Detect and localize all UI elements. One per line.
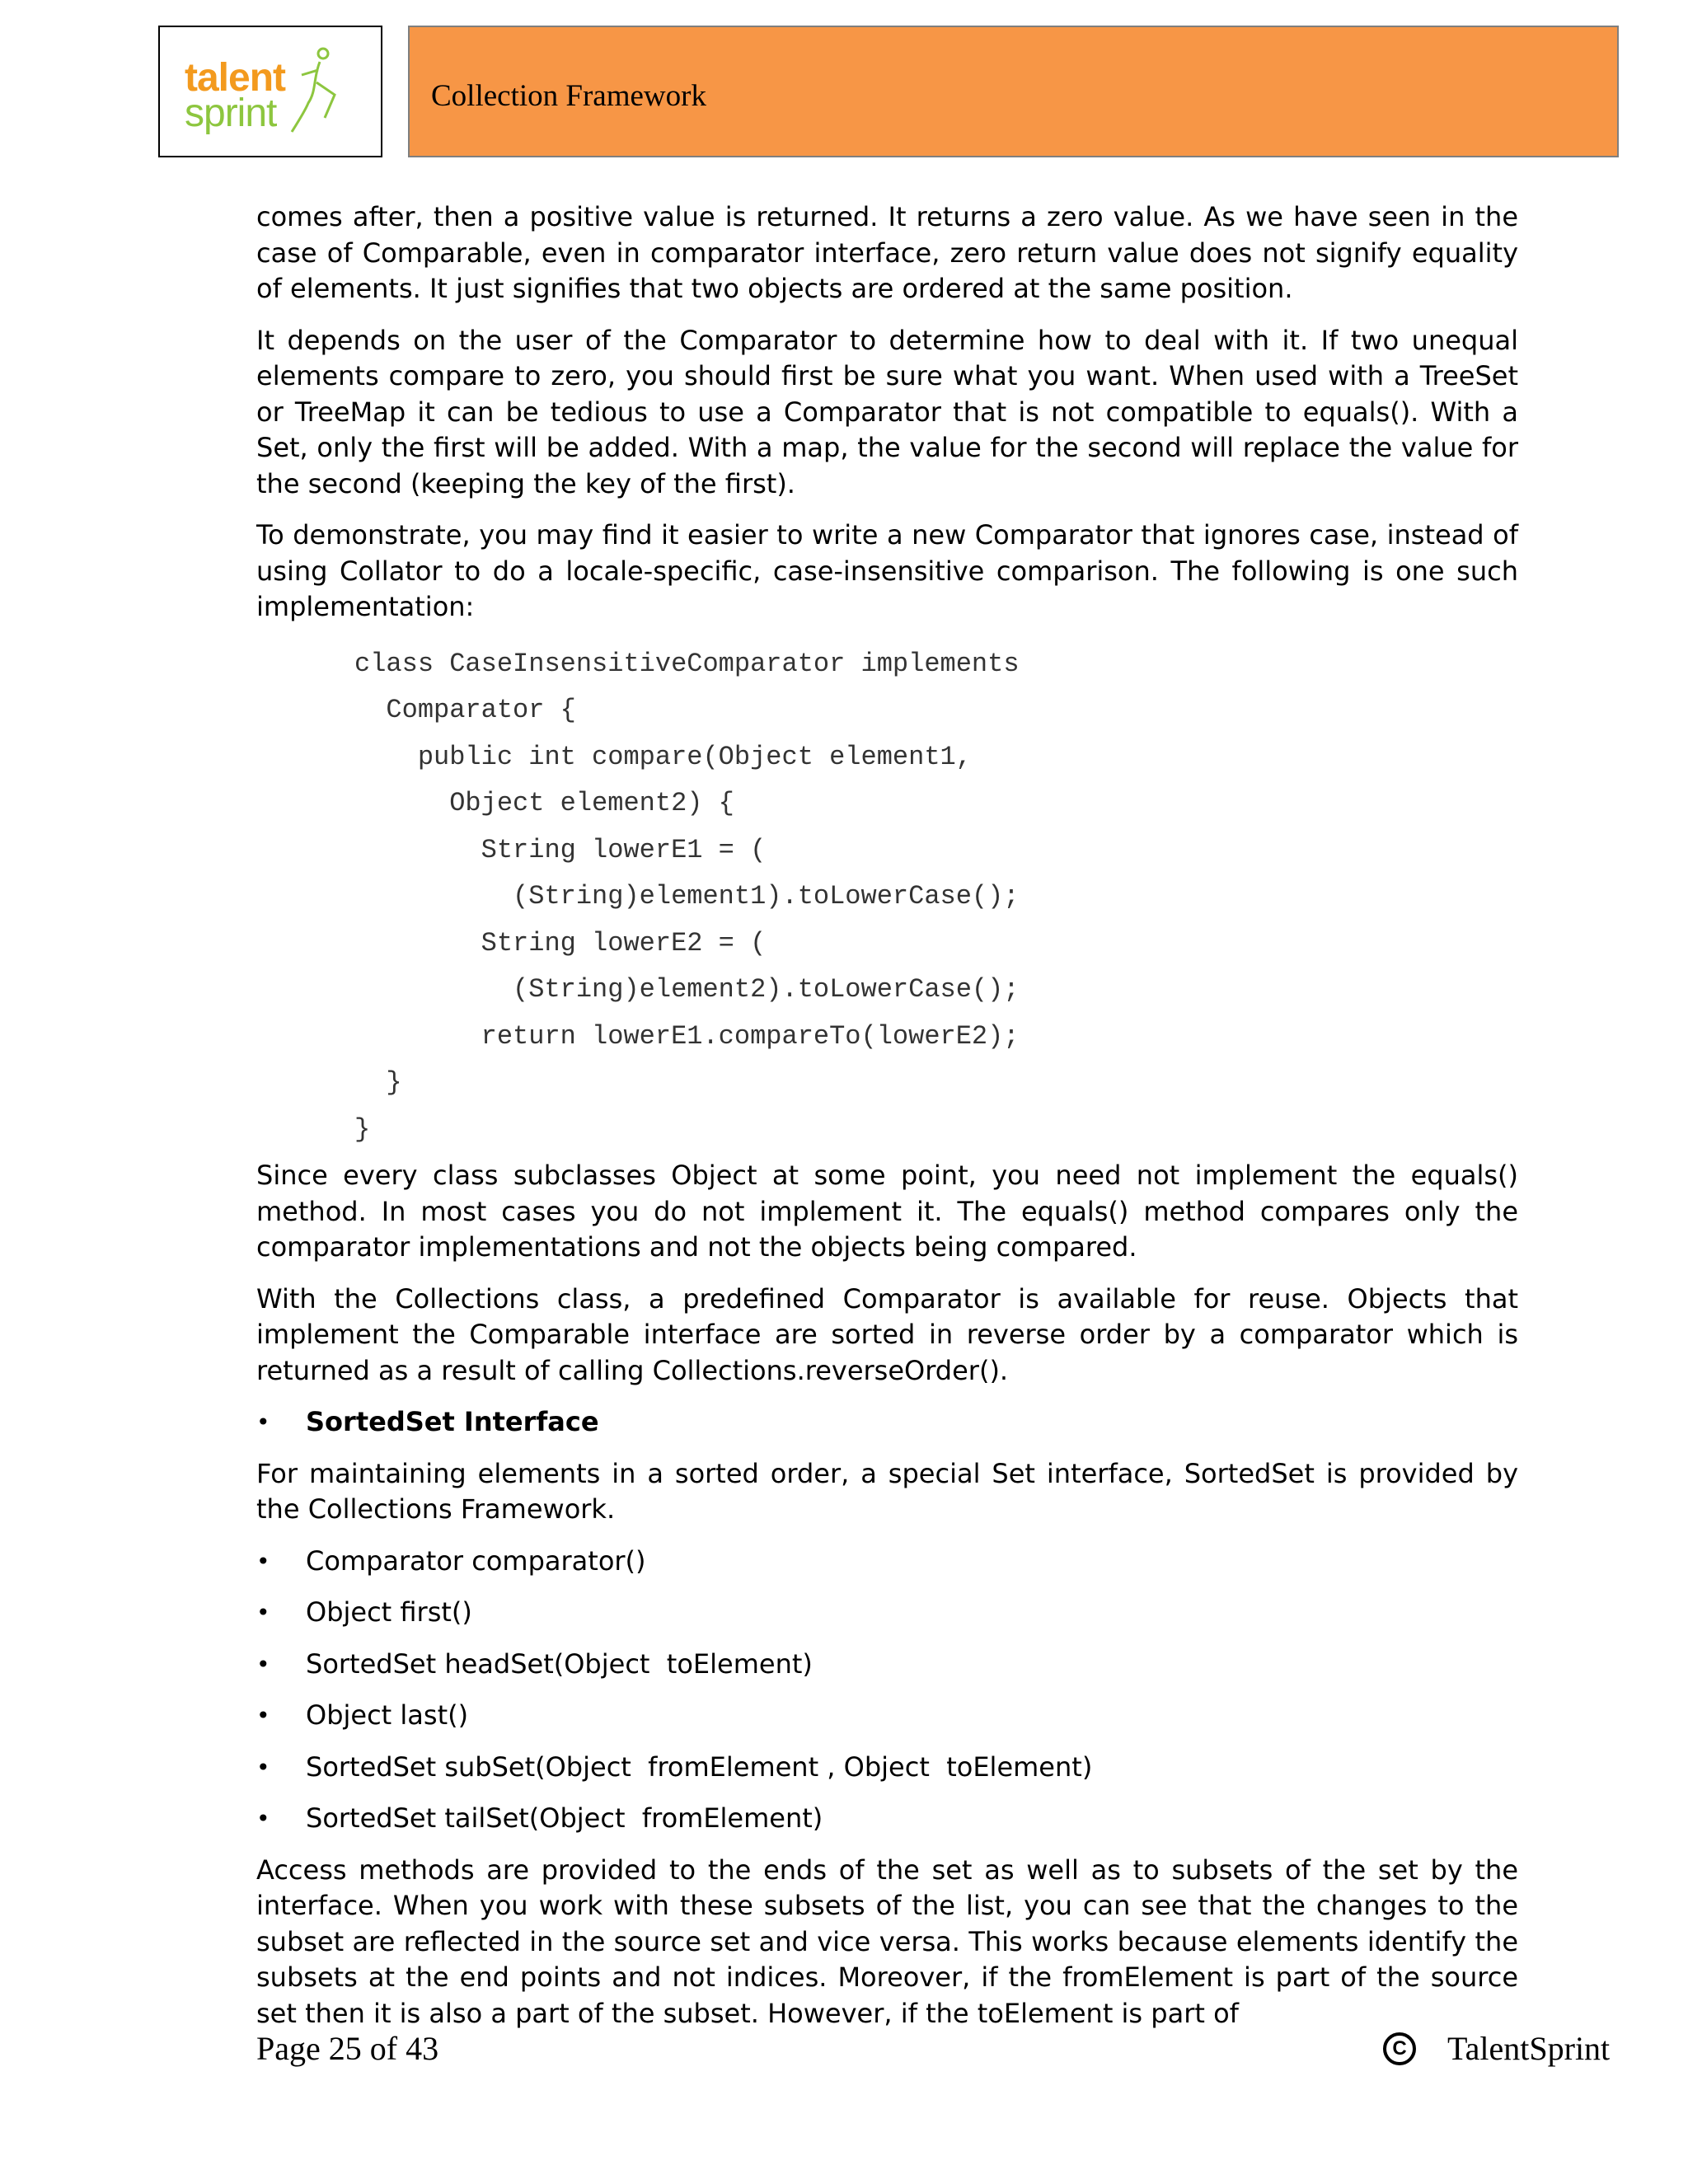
paragraph: Access methods are provided to the ends of the set as well as to subsets of the set by the interface. When you work with these subsets of the list, you can see that the changes to the subset are reflected in the source set and vice versa. This works because elements identify the subsets at the end points and not indices. Moreover, if the fromElement is part of the source set then it is also a part of the subset. However, if the toElement is part of [256,1854,1518,2029]
paragraph: comes after, then a positive value is returned. It returns a zero value. As we have seen in the case of Comparable, even in comparator interface, zero return value does not signify equality of elements. It just signifies that two objects are ordered at the same position. [256,201,1518,304]
code-line: } [354,1113,371,1145]
code-block [256,641,1518,1154]
code-line: (String)element2).toLowerCase(); [354,974,1020,1005]
paragraph: It depends on the user of the Comparator to determine how to deal with it. If two unequal elements compare to zero, you should first be sure what you want. When used with a TreeSet or TreeMap it can be tedious to use a Comparator that is not compatible to equals(). With a Set, only the first will be added. With a map, the value for the second will replace the value for the second (keeping the key of the first). [256,324,1518,499]
page-number: Page 25 of 43 [256,2030,439,2067]
code-line: class CaseInsensitiveComparator implements [354,648,1020,679]
bullet-icon: • [256,1408,270,1436]
paragraph: For maintaining elements in a sorted order, a special Set interface, SortedSet is provided by the Collections Framework. [256,1457,1518,1525]
method-signature: SortedSet subSet(Object fromElement , Object toElement) [306,1750,1093,1783]
logo [158,26,382,157]
bullet-icon: • [256,1547,270,1575]
method-signature: SortedSet headSet(Object toElement) [306,1647,813,1680]
code-line: Object element2) { [354,788,734,818]
bullet-icon: • [256,1753,270,1781]
method-signature: Object first() [306,1596,472,1628]
code-line: (String)element1).toLowerCase(); [354,881,1020,912]
runner-figure-icon [284,45,349,136]
paragraph: To demonstrate, you may find it easier to write a new Comparator that ignores case, instead of using Collator to do a locale-specific, case-insensitive comparison. The following is one such implementation: [256,519,1518,622]
paragraph: With the Collections class, a predefined Comparator is available for reuse. Objects that implement the Comparable interface are sorted in reverse order by a comparator which is returned as a result of calling Collections.reverseOrder(). [256,1282,1518,1386]
code-line: return lowerE1.compareTo(lowerE2); [354,1020,1020,1052]
section-heading-item [256,1404,1518,1441]
bullet-icon: • [256,1599,270,1626]
logo-talent-text: talent [185,56,286,100]
method-signature: Comparator comparator() [306,1544,646,1577]
logo-sprint-text: sprint [185,91,277,136]
code-line: String lowerE2 = ( [354,927,767,958]
method-list-item [256,1698,1518,1734]
copyright-icon: C [1383,2032,1416,2065]
paragraph: Since every class subclasses Object at some point, you need not implement the equals() method. In most cases you do not implement it. The equals() method compares only the comparator implementations and not the objects being compared. [256,1160,1518,1263]
method-signature: SortedSet tailSet(Object fromElement) [306,1802,823,1834]
bullet-icon: • [256,1650,270,1678]
method-list-item [256,1595,1518,1631]
method-list-item [256,1544,1518,1580]
header-bar [408,26,1619,157]
code-line: } [354,1067,402,1098]
code-line: String lowerE1 = ( [354,834,767,865]
code-line: public int compare(Object element1, [354,741,972,772]
document-body [256,199,1518,2047]
footer-copyright [1383,2029,1610,2068]
method-list-item [256,1647,1518,1683]
page-title: Collection Framework [431,79,706,113]
section-heading: SortedSet Interface [306,1406,599,1437]
code-line: Comparator { [354,695,576,725]
method-list-item [256,1750,1518,1786]
company-name: TalentSprint [1447,2030,1611,2067]
method-signature: Object last() [306,1699,469,1731]
logo-wordmark [185,56,286,136]
bullet-icon: • [256,1805,270,1832]
method-list-item [256,1801,1518,1837]
bullet-icon: • [256,1702,270,1729]
